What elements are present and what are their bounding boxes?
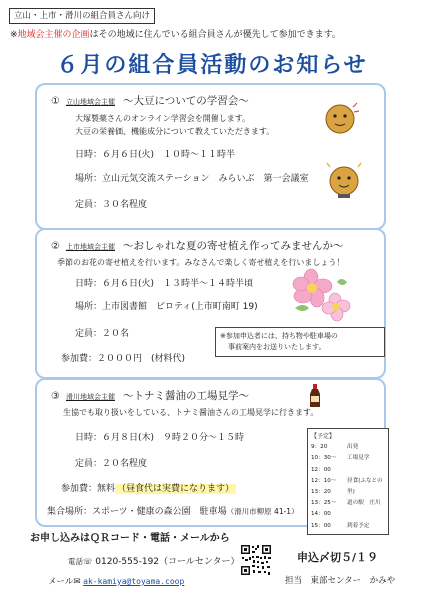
- schedule-item: 昼食(ふなとの里): [347, 477, 383, 496]
- note-line-2: 事前案内をお送りいたします。: [228, 343, 326, 351]
- event-date: [75, 276, 253, 289]
- event-subtitle: 〜おしゃれな夏の寄せ植え作ってみませんか〜: [122, 240, 344, 252]
- event-card-planting: [35, 228, 386, 379]
- person-in-charge: 担当 東部センター かみや: [285, 576, 396, 586]
- phone-label: 電話☏: [68, 557, 93, 566]
- fee-value: 無料: [97, 484, 116, 494]
- schedule-time: 15：00: [311, 522, 331, 529]
- place-value: 立山元気交流ステーション みらいぶ 第一会議室: [102, 174, 309, 184]
- mail-address-link[interactable]: ak-kamiya@toyama.coop: [83, 577, 185, 586]
- event-fee: [61, 481, 236, 494]
- place-label: 場所：: [75, 302, 103, 312]
- lunch-cost-note: （昼食代は実費になります）: [117, 484, 235, 494]
- schedule-time: 12：10〜13：20: [311, 477, 337, 496]
- event-place: [75, 299, 258, 312]
- place-value: 上市図書館 ピロティ(上市町南町 19): [102, 302, 258, 312]
- date-label: 日時：: [75, 150, 103, 160]
- event-desc-1: 季節のお花の寄せ植えを行います。みなさんで楽しく寄せ植えを行いましょう！: [57, 258, 345, 267]
- event-number: ③: [51, 391, 60, 402]
- capacity-value: ２０名程度: [102, 459, 148, 469]
- date-value: ６月８日(木) ９時２０分〜１５時: [102, 433, 245, 443]
- event-desc-1: 生協でも取り扱いをしている、トナミ醤油さんの工場見学に行きます。: [63, 408, 319, 417]
- note-line-1: ※参加申込者には、持ち物や駐車場の: [220, 332, 338, 340]
- phone-contact: [68, 554, 239, 567]
- notice-prefix: ※: [10, 30, 18, 40]
- priority-notice: [10, 27, 341, 40]
- event-capacity: [75, 456, 147, 469]
- notice-highlight: 地域会主催の企画: [17, 30, 90, 40]
- capacity-value: ３０名程度: [102, 200, 148, 210]
- soybean-character-icon: [320, 97, 360, 137]
- date-value: ６月６日(火) １３時半〜１４時半頃: [102, 279, 254, 289]
- schedule-item: 到着予定: [347, 522, 370, 529]
- event-header: [51, 238, 343, 253]
- event-card-factory-tour: [35, 378, 386, 527]
- apply-heading: お申し込みはＱＲコード・電話・メールから: [30, 533, 230, 544]
- fee-value: ２０００円 (材料代): [97, 354, 186, 364]
- schedule-item: 工場見学: [347, 455, 370, 462]
- schedule-time: 13：25〜14：00: [311, 500, 337, 518]
- page-title: ６月の組合員活動のお知らせ: [56, 53, 368, 78]
- flower-icon: [289, 264, 353, 324]
- schedule-item: 道の駅 庄川: [347, 500, 381, 507]
- event-desc-2: 大豆の栄養価、機能成分について教えていただきます。: [75, 127, 275, 136]
- event-card-soybean: [35, 83, 386, 230]
- event-capacity: [75, 197, 147, 210]
- fee-label: 参加費：: [61, 354, 98, 364]
- event-host: 滑川地域会主催: [65, 393, 115, 401]
- schedule-title: 【予定】: [311, 433, 336, 440]
- meeting-place: [47, 504, 299, 517]
- event-header: [51, 388, 249, 403]
- meet-address: （滑川市柳原 41-1）: [226, 507, 299, 516]
- schedule-row: [311, 498, 385, 520]
- event-date: [75, 430, 244, 443]
- meet-label: 集合場所：: [47, 507, 93, 517]
- schedule-row: [311, 453, 385, 475]
- schedule-row: [311, 476, 385, 498]
- participant-note: [215, 327, 385, 357]
- event-header: [51, 93, 249, 108]
- place-label: 場所：: [75, 174, 103, 184]
- capacity-value: ２０名: [102, 329, 130, 339]
- event-host: 上市地域会主催: [65, 243, 115, 251]
- event-number: ②: [51, 241, 60, 252]
- capacity-label: 定員：: [75, 329, 103, 339]
- schedule-row: [311, 442, 385, 453]
- notice-text: はその地域に住んでいる組合員さんが優先して参加できます。: [89, 30, 341, 40]
- schedule-time: 9：20: [311, 444, 328, 451]
- qr-code[interactable]: [240, 544, 272, 576]
- mail-label: メール✉: [48, 577, 81, 587]
- fee-label: 参加費：: [61, 484, 98, 494]
- event-subtitle: 〜大豆についての学習会〜: [122, 95, 249, 107]
- capacity-label: 定員：: [75, 459, 103, 469]
- schedule-box: [307, 428, 389, 535]
- schedule-row: [311, 521, 385, 532]
- event-date: [75, 147, 235, 160]
- application-deadline: 申込〆切５/１９: [297, 551, 379, 564]
- date-label: 日時：: [75, 433, 103, 443]
- event-desc-1: 大塚製薬さんのオンライン学習会を開催します。: [75, 114, 251, 123]
- capacity-label: 定員：: [75, 200, 103, 210]
- meet-value: スポーツ・健康の森公園 駐車場: [92, 507, 227, 517]
- mail-contact: [48, 575, 184, 587]
- event-fee: [61, 351, 185, 364]
- soybean-character-icon: [322, 157, 366, 201]
- audience-tag: 立山・上市・滑川の組合員さん向け: [9, 8, 155, 24]
- soy-sauce-bottle-icon: [308, 384, 322, 408]
- event-capacity: [75, 326, 129, 339]
- event-place: [75, 171, 308, 184]
- event-number: ①: [51, 96, 60, 107]
- schedule-item: 出発: [347, 444, 359, 451]
- phone-number[interactable]: 0120-555-192（コールセンター）: [95, 557, 240, 567]
- date-value: ６月６日(火) １０時〜１１時半: [102, 150, 236, 160]
- schedule-time: 10：30〜12：00: [311, 455, 337, 473]
- event-subtitle: 〜トナミ醤油の工場見学〜: [122, 390, 249, 402]
- date-label: 日時：: [75, 279, 103, 289]
- event-host: 立山地域会主催: [65, 98, 115, 106]
